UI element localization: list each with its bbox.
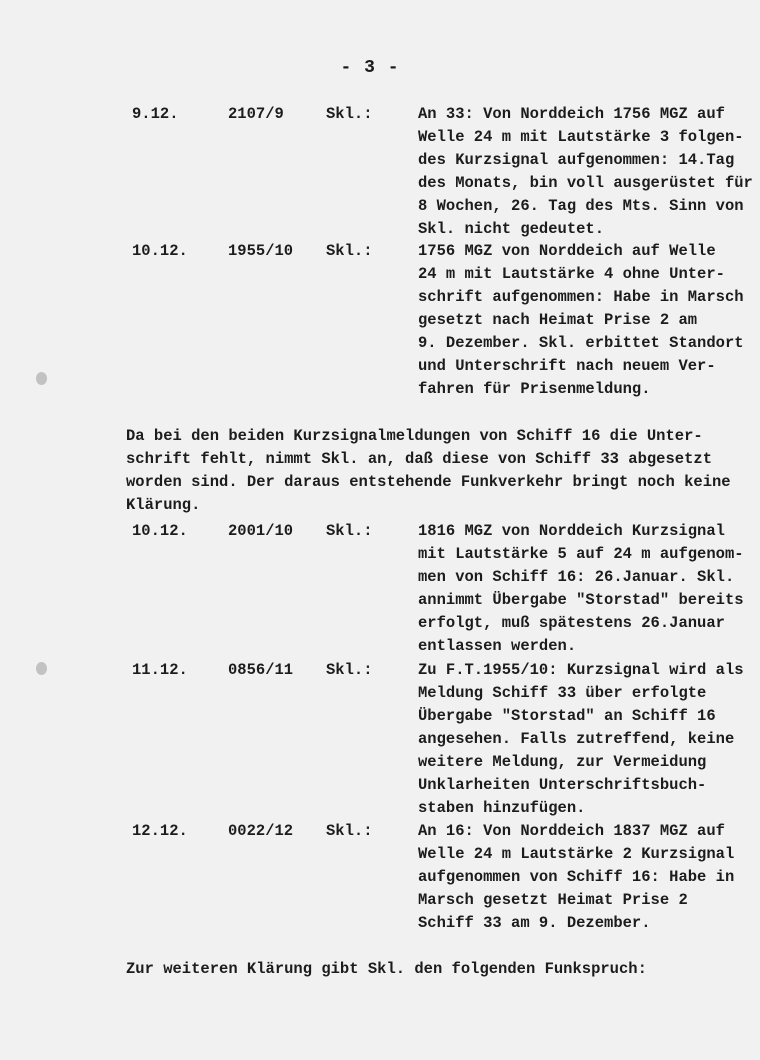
entry-text [418,820,758,935]
paragraph-line: worden sind. Der daraus entstehende Funkverkehr bringt noch keine [126,473,731,491]
entry-text [418,659,758,820]
entry-sender: Skl.: [326,242,373,260]
entry-text-line: Übergabe "Storstad" an Schiff 16 [418,707,716,725]
entry-text [418,520,758,658]
entry-text-line: fahren für Prisenmeldung. [418,380,651,398]
entry-text-line: gesetzt nach Heimat Prise 2 am [418,311,698,329]
entry-text-line: An 16: Von Norddeich 1837 MGZ auf [418,822,725,840]
entry-text-line: aufgenommen von Schiff 16: Habe in [418,868,735,886]
entry-text-line: und Unterschrift nach neuem Ver- [418,357,716,375]
entry-text-line: Welle 24 m mit Lautstärke 3 folgen- [418,128,744,146]
entry-text-line: Marsch gesetzt Heimat Prise 2 [418,891,688,909]
entry-date: 10.12. [132,522,188,540]
entry-text-line: An 33: Von Norddeich 1756 MGZ auf [418,105,725,123]
entry-reference: 1955/10 [228,242,294,260]
entry-text-line: schrift aufgenommen: Habe in Marsch [418,288,744,306]
paragraph-line: Da bei den beiden Kurzsignalmeldungen von Schiff 16 die Unter- [126,427,703,445]
paragraph-line: Klärung. [126,496,201,514]
entry-text-line: Unklarheiten Unterschriftsbuch- [418,776,707,794]
entry-sender: Skl.: [326,661,373,679]
page-number: - 3 - [340,58,400,78]
entry-text-line: angesehen. Falls zutreffend, keine [418,730,735,748]
entry-date: 12.12. [132,822,188,840]
entry-text-line: men von Schiff 16: 26.Januar. Skl. [418,568,735,586]
entry-date: 11.12. [132,661,188,679]
entry-text-line: des Kurzsignal aufgenommen: 14.Tag [418,151,735,169]
entry-text-line: Welle 24 m Lautstärke 2 Kurzsignal [418,845,735,863]
entry-text-line: 1816 MGZ von Norddeich Kurzsignal [418,522,725,540]
entry-sender: Skl.: [326,105,373,123]
entry-reference: 0022/12 [228,822,294,840]
entry-text-line: Zu F.T.1955/10: Kurzsignal wird als [418,661,744,679]
entry-text-line: 24 m mit Lautstärke 4 ohne Unter- [418,265,725,283]
punch-hole [36,372,47,385]
paragraph-line: schrift fehlt, nimmt Skl. an, daß diese von Schiff 33 abgesetzt [126,450,712,468]
entry-text-line: Meldung Schiff 33 über erfolgte [418,684,707,702]
punch-hole [36,662,47,675]
entry-text-line: des Monats, bin voll ausgerüstet für [418,174,753,192]
entry-sender: Skl.: [326,522,373,540]
entry-date: 9.12. [132,105,179,123]
entry-text-line: mit Lautstärke 5 auf 24 m aufgenom- [418,545,744,563]
entry-sender: Skl.: [326,822,373,840]
entry-text-line: annimmt Übergabe "Storstad" bereits [418,591,744,609]
entry-text-line: Schiff 33 am 9. Dezember. [418,914,651,932]
entry-text-line: weitere Meldung, zur Vermeidung [418,753,707,771]
entry-reference: 2001/10 [228,522,294,540]
body-paragraph [126,958,746,981]
entry-text [418,240,758,401]
entry-reference: 0856/11 [228,661,294,679]
entry-text-line: 1756 MGZ von Norddeich auf Welle [418,242,716,260]
entry-text-line: 8 Wochen, 26. Tag des Mts. Sinn von [418,197,744,215]
entry-text-line: Skl. nicht gedeutet. [418,220,605,238]
entry-date: 10.12. [132,242,188,260]
entry-reference: 2107/9 [228,105,284,123]
paragraph-line: Zur weiteren Klärung gibt Skl. den folgenden Funkspruch: [126,960,647,978]
entry-text-line: 9. Dezember. Skl. erbittet Standort [418,334,744,352]
entry-text [418,103,758,241]
entry-text-line: erfolgt, muß spätestens 26.Januar [418,614,725,632]
entry-text-line: entlassen werden. [418,637,577,655]
entry-text-line: staben hinzufügen. [418,799,586,817]
body-paragraph [126,425,746,517]
